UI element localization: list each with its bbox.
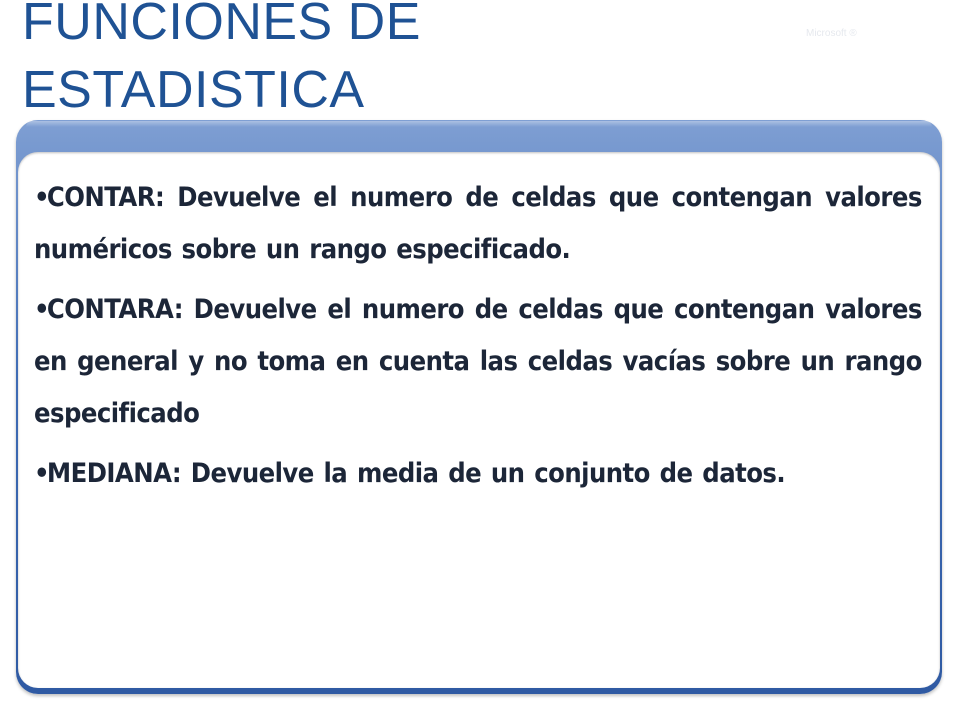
bullet-text: CONTAR: Devuelve el numero de celdas que contengan valores numéricos sobre un rango especificado. [34, 182, 922, 265]
bullet-dot-icon: • [34, 458, 50, 489]
panel-gloss [26, 121, 932, 127]
bullet-text: CONTARA: Devuelve el numero de celdas que contengan valores en general y no toma en cuenta las celdas vacías sobre un rango especificado [34, 294, 922, 429]
bullet-item-contara [34, 284, 922, 440]
bullet-list [34, 172, 922, 508]
microsoft-logo: Microsoft ® [806, 28, 857, 39]
slide-title: FUNCIONES DE ESTADISTICA [22, 0, 421, 119]
bullet-item-contar [34, 172, 922, 276]
bullet-dot-icon: • [34, 294, 50, 325]
bullet-item-mediana [34, 448, 922, 500]
bullet-text: MEDIANA: Devuelve la media de un conjunto de datos. [46, 458, 786, 489]
bullet-dot-icon: • [34, 182, 50, 213]
